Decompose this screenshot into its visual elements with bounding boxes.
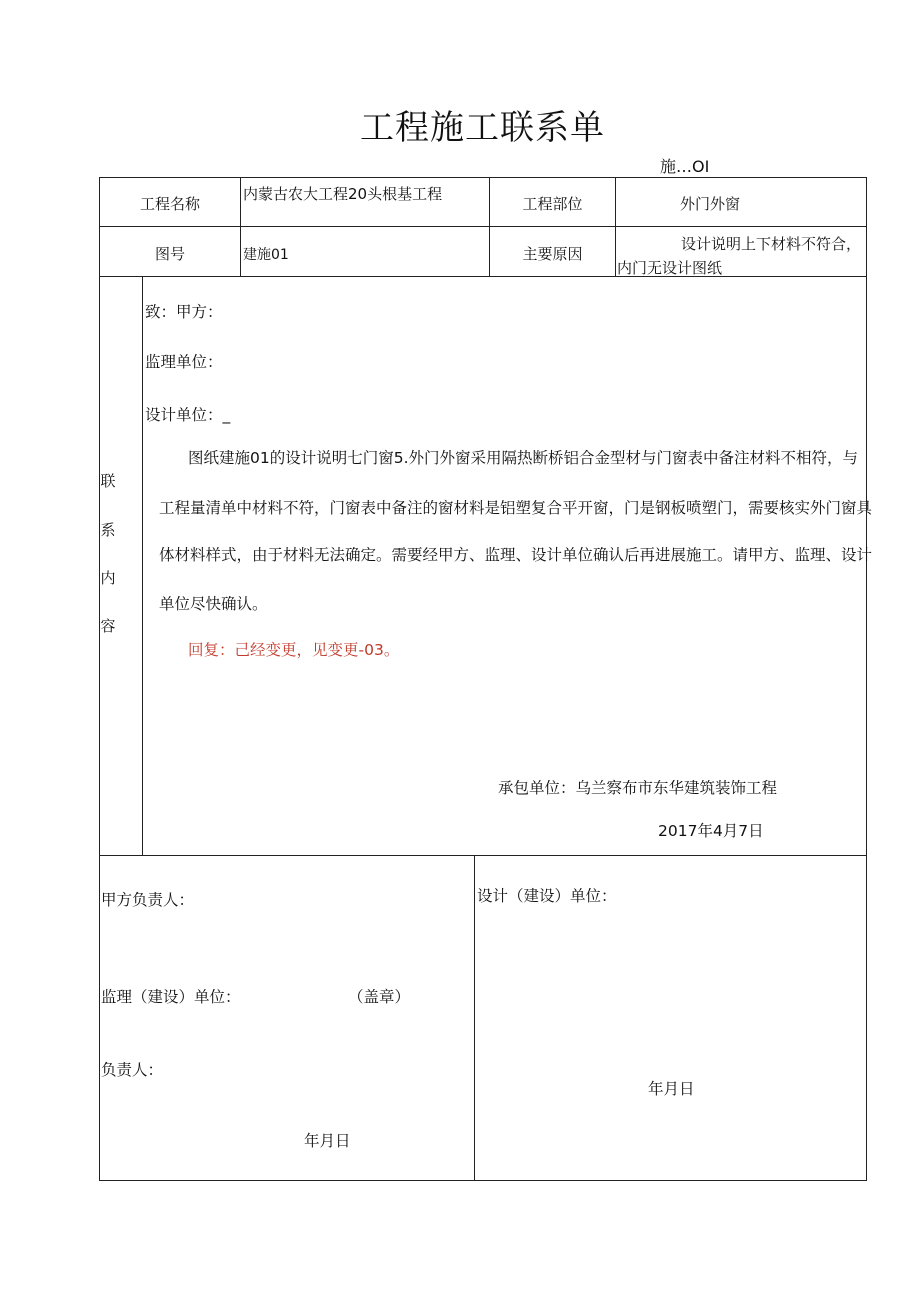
drawing-number-label: 图号	[154, 245, 185, 263]
drawing-number-value: 建施01	[243, 247, 289, 263]
project-part-label: 工程部位	[522, 195, 583, 213]
paragraph-line: 体材料样式，由于材料无法确定。需要经甲方、监理、设计单位确认后再进展施工。请甲方、监理、设计	[159, 546, 873, 564]
side-label-char: 系	[100, 521, 116, 539]
reply-note: 回复：己经变更，见变更-03。	[188, 641, 400, 659]
party-a-person-label: 甲方负责人：	[101, 891, 195, 909]
addressee-designer: 设计单位：_	[145, 406, 231, 424]
side-label-char: 联	[100, 472, 116, 490]
contractor-unit: 承包单位：乌兰察布市东华建筑装饰工程	[498, 779, 778, 797]
side-label-char: 内	[100, 569, 116, 587]
page-title: 工程施工联系单	[360, 108, 605, 148]
addressee-party-a: 致：甲方：	[145, 303, 223, 321]
left-date-label: 年月日	[304, 1132, 351, 1150]
project-name-label: 工程名称	[139, 195, 200, 213]
document-number: 施…OI	[660, 157, 710, 176]
contact-date: 2017年4月7日	[658, 822, 764, 840]
seal-label: （盖章）	[348, 988, 411, 1006]
project-name-value: 内蒙古农大工程20头根基工程	[243, 185, 443, 203]
right-date-label: 年月日	[648, 1080, 695, 1098]
project-part-value: 外门外窗	[680, 195, 741, 213]
addressee-supervisor: 监理单位：	[145, 353, 223, 371]
side-label-char: 容	[100, 617, 116, 635]
main-reason-line-1: 设计说明上下材料不符合，	[681, 235, 862, 253]
design-unit-label: 设计（建设）单位：	[477, 887, 617, 905]
paragraph-line: 图纸建施01的设计说明七门窗5.外门外窗采用隔热断桥铝合金型材与门窗表中备注材料不相符，与	[188, 449, 859, 467]
paragraph-line: 工程量清单中材料不符，门窗表中备注的窗材料是铝塑复合平开窗，门是钢板喷塑门，需要核实外门窗具	[159, 499, 873, 517]
paragraph-line: 单位尽快确认。	[159, 595, 268, 613]
responsible-person-label: 负责人：	[101, 1061, 164, 1079]
main-reason-label: 主要原因	[522, 245, 583, 263]
main-reason-line-2: 内门无设计图纸	[617, 259, 723, 277]
supervisor-unit-label: 监理（建设）单位：	[101, 988, 241, 1006]
